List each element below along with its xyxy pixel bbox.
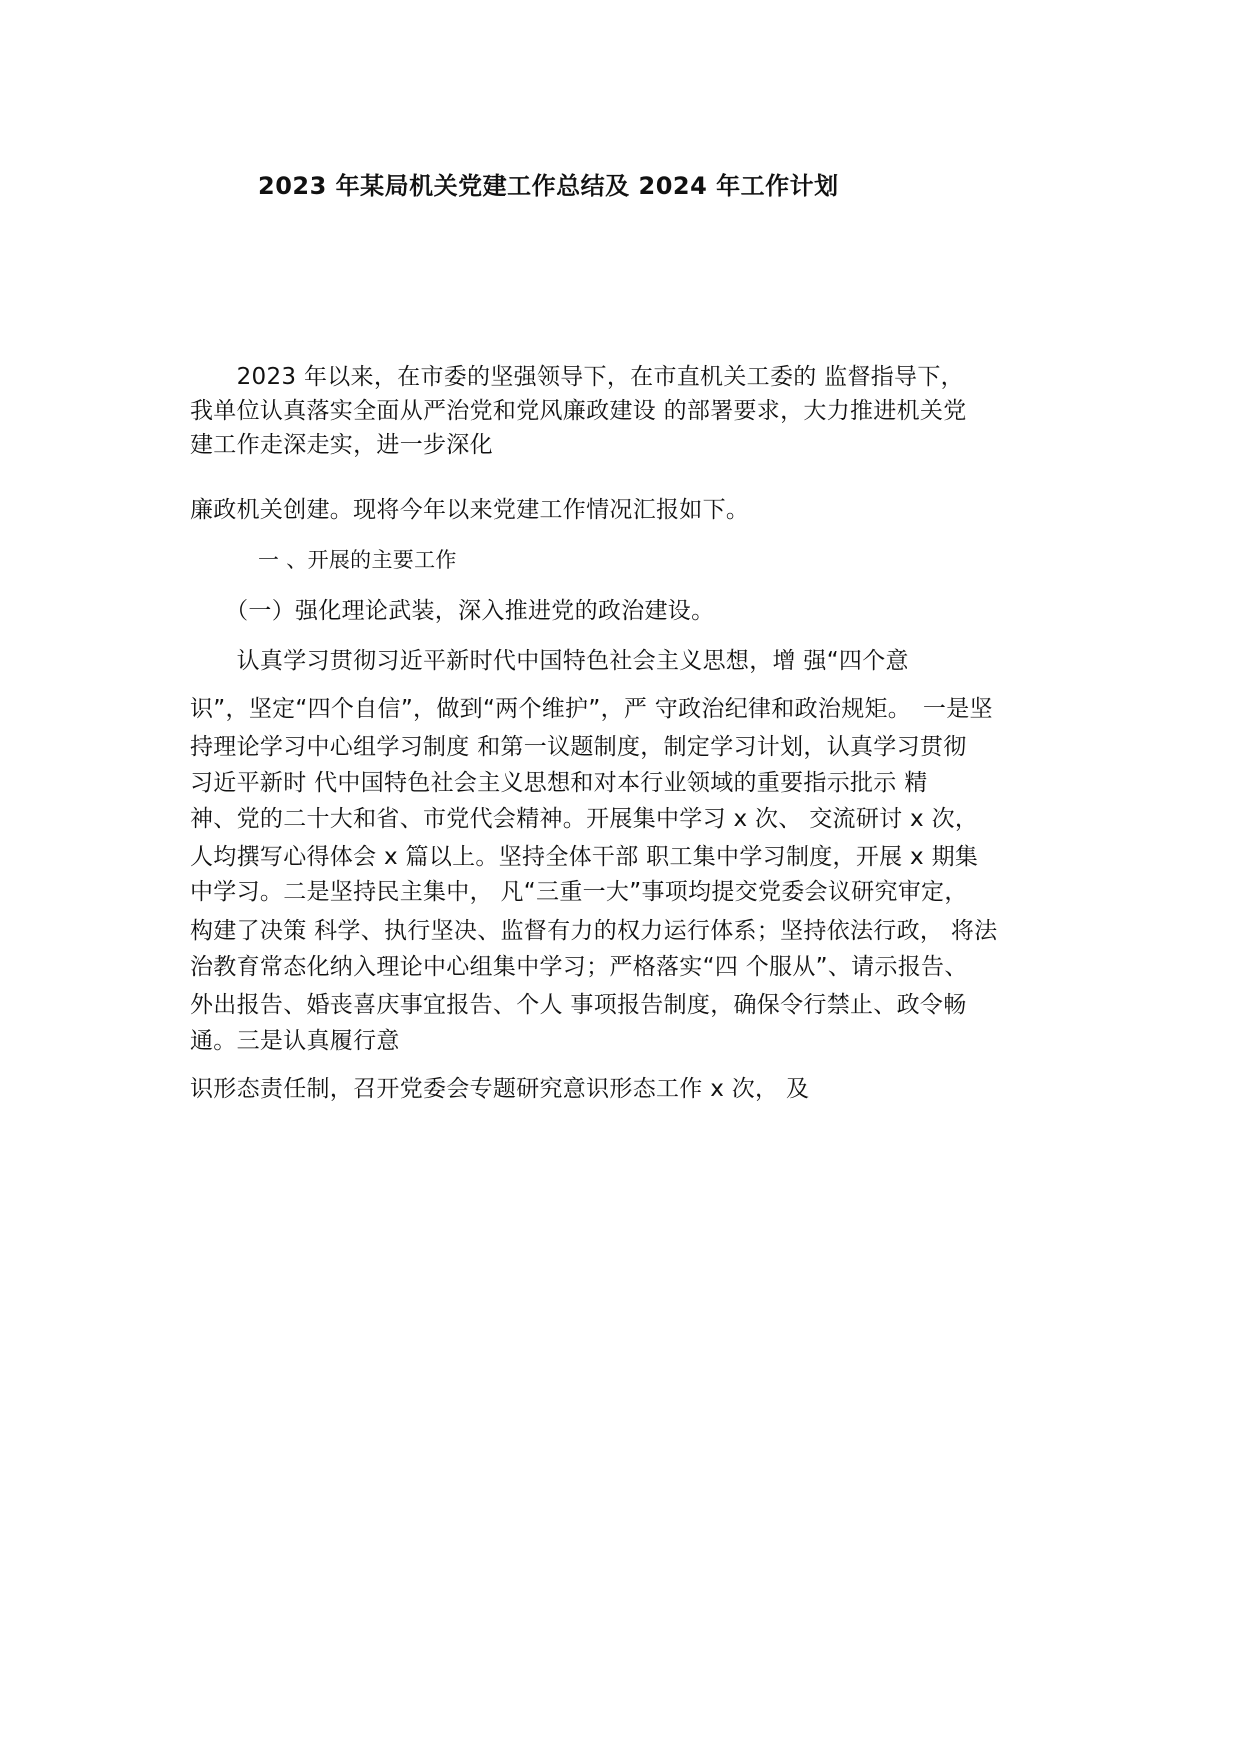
paragraph-line: 认真学习贯彻习近平新时代中国特色社会主义思想，增 强“四个意 xyxy=(190,648,909,674)
paragraph-line: 廉政机关创建。现将今年以来党建工作情况汇报如下。 xyxy=(190,497,750,523)
subsection-heading: （一）强化理论武装，深入推进党的政治建设。 xyxy=(190,598,715,624)
paragraph-line: 神、党的二十大和省、市党代会精神。开展集中学习 x 次、 交流研讨 x 次， xyxy=(190,806,979,832)
paragraph-line: 持理论学习中心组学习制度 和第一议题制度，制定学习计划，认真学习贯彻 xyxy=(190,734,967,760)
paragraph-line: 人均撰写心得体会 x 篇以上。坚持全体干部 职工集中学习制度，开展 x 期集 xyxy=(190,844,979,870)
paragraph-line: 中学习。二是坚持民主集中， 凡“三重一大”事项均提交党委会议研究审定， xyxy=(190,879,968,905)
paragraph-line: 构建了决策 科学、执行坚决、监督有力的权力运行体系；坚持依法行政， 将法 xyxy=(190,918,998,944)
paragraph-line: 外出报告、婚丧喜庆事宜报告、个人 事项报告制度，确保令行禁止、政令畅 xyxy=(190,992,967,1018)
paragraph-line: 识形态责任制，召开党委会专题研究意识形态工作 x 次， 及 xyxy=(190,1076,810,1102)
paragraph-line: 治教育常态化纳入理论中心组集中学习；严格落实“四 个服从”、请示报告、 xyxy=(190,954,968,980)
document-title: 2023 年某局机关党建工作总结及 2024 年工作计划 xyxy=(258,172,839,200)
paragraph-line: 建工作走深走实，进一步深化 xyxy=(190,432,493,458)
paragraph-line: 通。三是认真履行意 xyxy=(190,1028,400,1054)
section-heading: 一 、开展的主要工作 xyxy=(258,548,457,572)
paragraph-line: 习近平新时 代中国特色社会主义思想和对本行业领域的重要指示批示 精 xyxy=(190,770,928,796)
paragraph-line: 识”，坚定“四个自信”，做到“两个维护”，严 守政治纪律和政治规矩。 一是坚 xyxy=(190,696,993,722)
paragraph-line: 我单位认真落实全面从严治党和党风廉政建设 的部署要求，大力推进机关党 xyxy=(190,398,967,424)
paragraph-line: 2023 年以来，在市委的坚强领导下，在市直机关工委的 监督指导下， xyxy=(190,364,964,390)
